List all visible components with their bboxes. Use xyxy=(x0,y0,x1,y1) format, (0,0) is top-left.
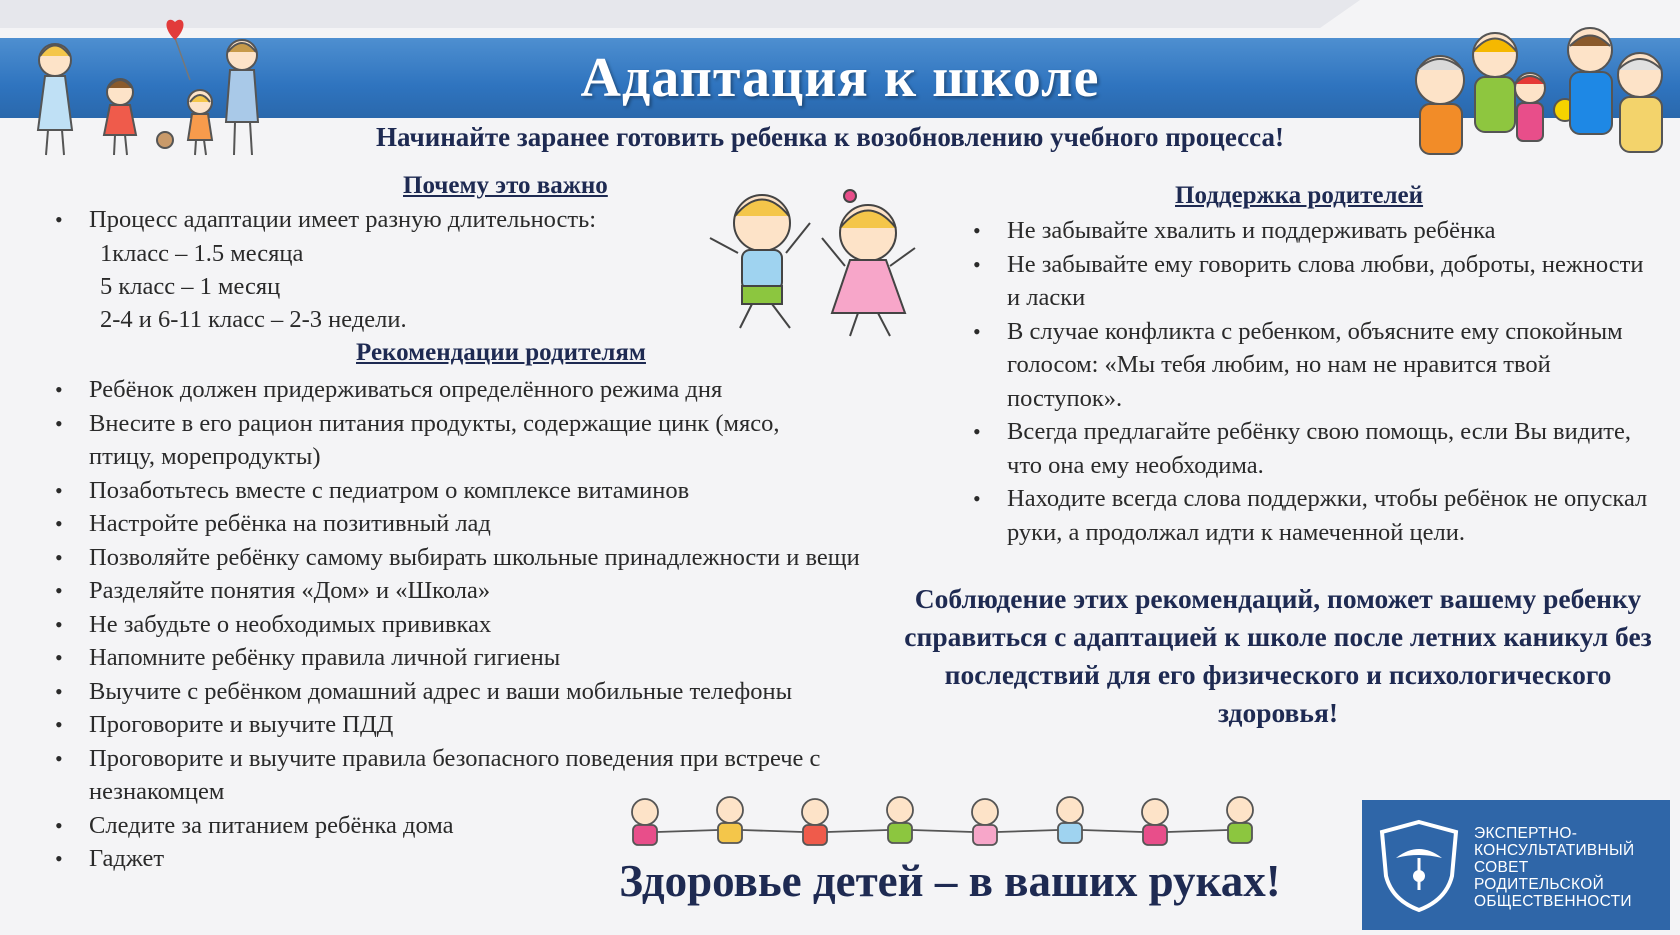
page-title: Адаптация к школе xyxy=(580,47,1100,109)
list-item: • В случае конфликта с ребенком, объясните ему спокойным голосом: «Мы тебя любим, но нам не нравится твой поступок». xyxy=(968,315,1648,416)
parent-support-heading: Поддержка родителей xyxy=(1175,182,1424,209)
list-item: • Ребёнок должен придерживаться определённого режима дня xyxy=(50,373,930,407)
list-item: • Внесите в его рацион питания продукты, содержащие цинк (мясо, птицу, морепродукты) xyxy=(50,407,829,474)
list-item: • Выучите с ребёнком домашний адрес и ваши мобильные телефоны xyxy=(50,675,930,709)
parent-support-list xyxy=(968,214,1648,549)
list-item: • Проговорите и выучите ПДД xyxy=(50,708,930,742)
logo-line: КОНСУЛЬТАТИВНЫЙ xyxy=(1474,842,1635,859)
duration-grade-1: 1класс – 1.5 месяца xyxy=(100,240,304,267)
logo-line: РОДИТЕЛЬСКОЙ xyxy=(1474,876,1605,893)
shield-emblem-icon xyxy=(1376,818,1462,914)
parent-recommendations-heading: Рекомендации родителям xyxy=(356,339,646,366)
list-item: • Не забудьте о необходимых прививках xyxy=(50,608,930,642)
list-item: • Напомните ребёнку правила личной гигиены xyxy=(50,641,930,675)
list-item: • Разделяйте понятия «Дом» и «Школа» xyxy=(50,574,930,608)
list-item: • Настройте ребёнка на позитивный лад xyxy=(50,507,930,541)
list-item: • Не забывайте хвалить и поддерживать ребёнка xyxy=(968,214,1648,248)
closing-message: Соблюдение этих рекомендаций, поможет вашему ребенку справиться с адаптацией к школе после летних каникул без последствий для его физического и психологического здоровья! xyxy=(904,583,1652,728)
footer-slogan: Здоровье детей – в ваших руках! xyxy=(619,856,1281,906)
why-important-list xyxy=(50,203,700,237)
list-item: • Позволяйте ребёнку самому выбирать школьные принадлежности и вещи xyxy=(50,541,930,575)
logo-line: СОВЕТ xyxy=(1474,859,1529,876)
organization-name xyxy=(1474,825,1635,910)
list-item: • Всегда предлагайте ребёнку свою помощь, если Вы видите, что она ему необходима. xyxy=(968,415,1648,482)
duration-grade-5: 5 класс – 1 месяц xyxy=(100,273,281,300)
list-item: • Не забывайте ему говорить слова любви, доброты, нежности и ласки xyxy=(968,248,1648,315)
logo-line: ЭКСПЕРТНО- xyxy=(1474,825,1578,842)
list-item: • Следите за питанием ребёнка дома xyxy=(50,809,930,843)
list-item: • Находите всегда слова поддержки, чтобы ребёнок не опускал руки, а продолжал идти к намеченной цели. xyxy=(968,482,1648,549)
why-important-heading: Почему это важно xyxy=(403,172,608,199)
kids-jumping-illustration xyxy=(700,178,935,343)
list-item: • Позаботьтесь вместе с педиатром о комплексе витаминов xyxy=(50,474,930,508)
list-item: • Гаджет xyxy=(50,842,930,876)
page-subtitle: Начинайте заранее готовить ребенка к возобновлению учебного процесса! xyxy=(376,122,1284,152)
organization-logo xyxy=(1362,800,1670,930)
duration-other-grades: 2-4 и 6-11 класс – 2-3 недели. xyxy=(100,306,407,333)
list-item: • Проговорите и выучите правила безопасного поведения при встрече с незнакомцем xyxy=(50,742,949,809)
list-item: • Процесс адаптации имеет разную длительность: xyxy=(50,203,700,237)
kids-row-illustration xyxy=(600,790,1290,860)
logo-line: ОБЩЕСТВЕННОСТИ xyxy=(1474,893,1632,910)
